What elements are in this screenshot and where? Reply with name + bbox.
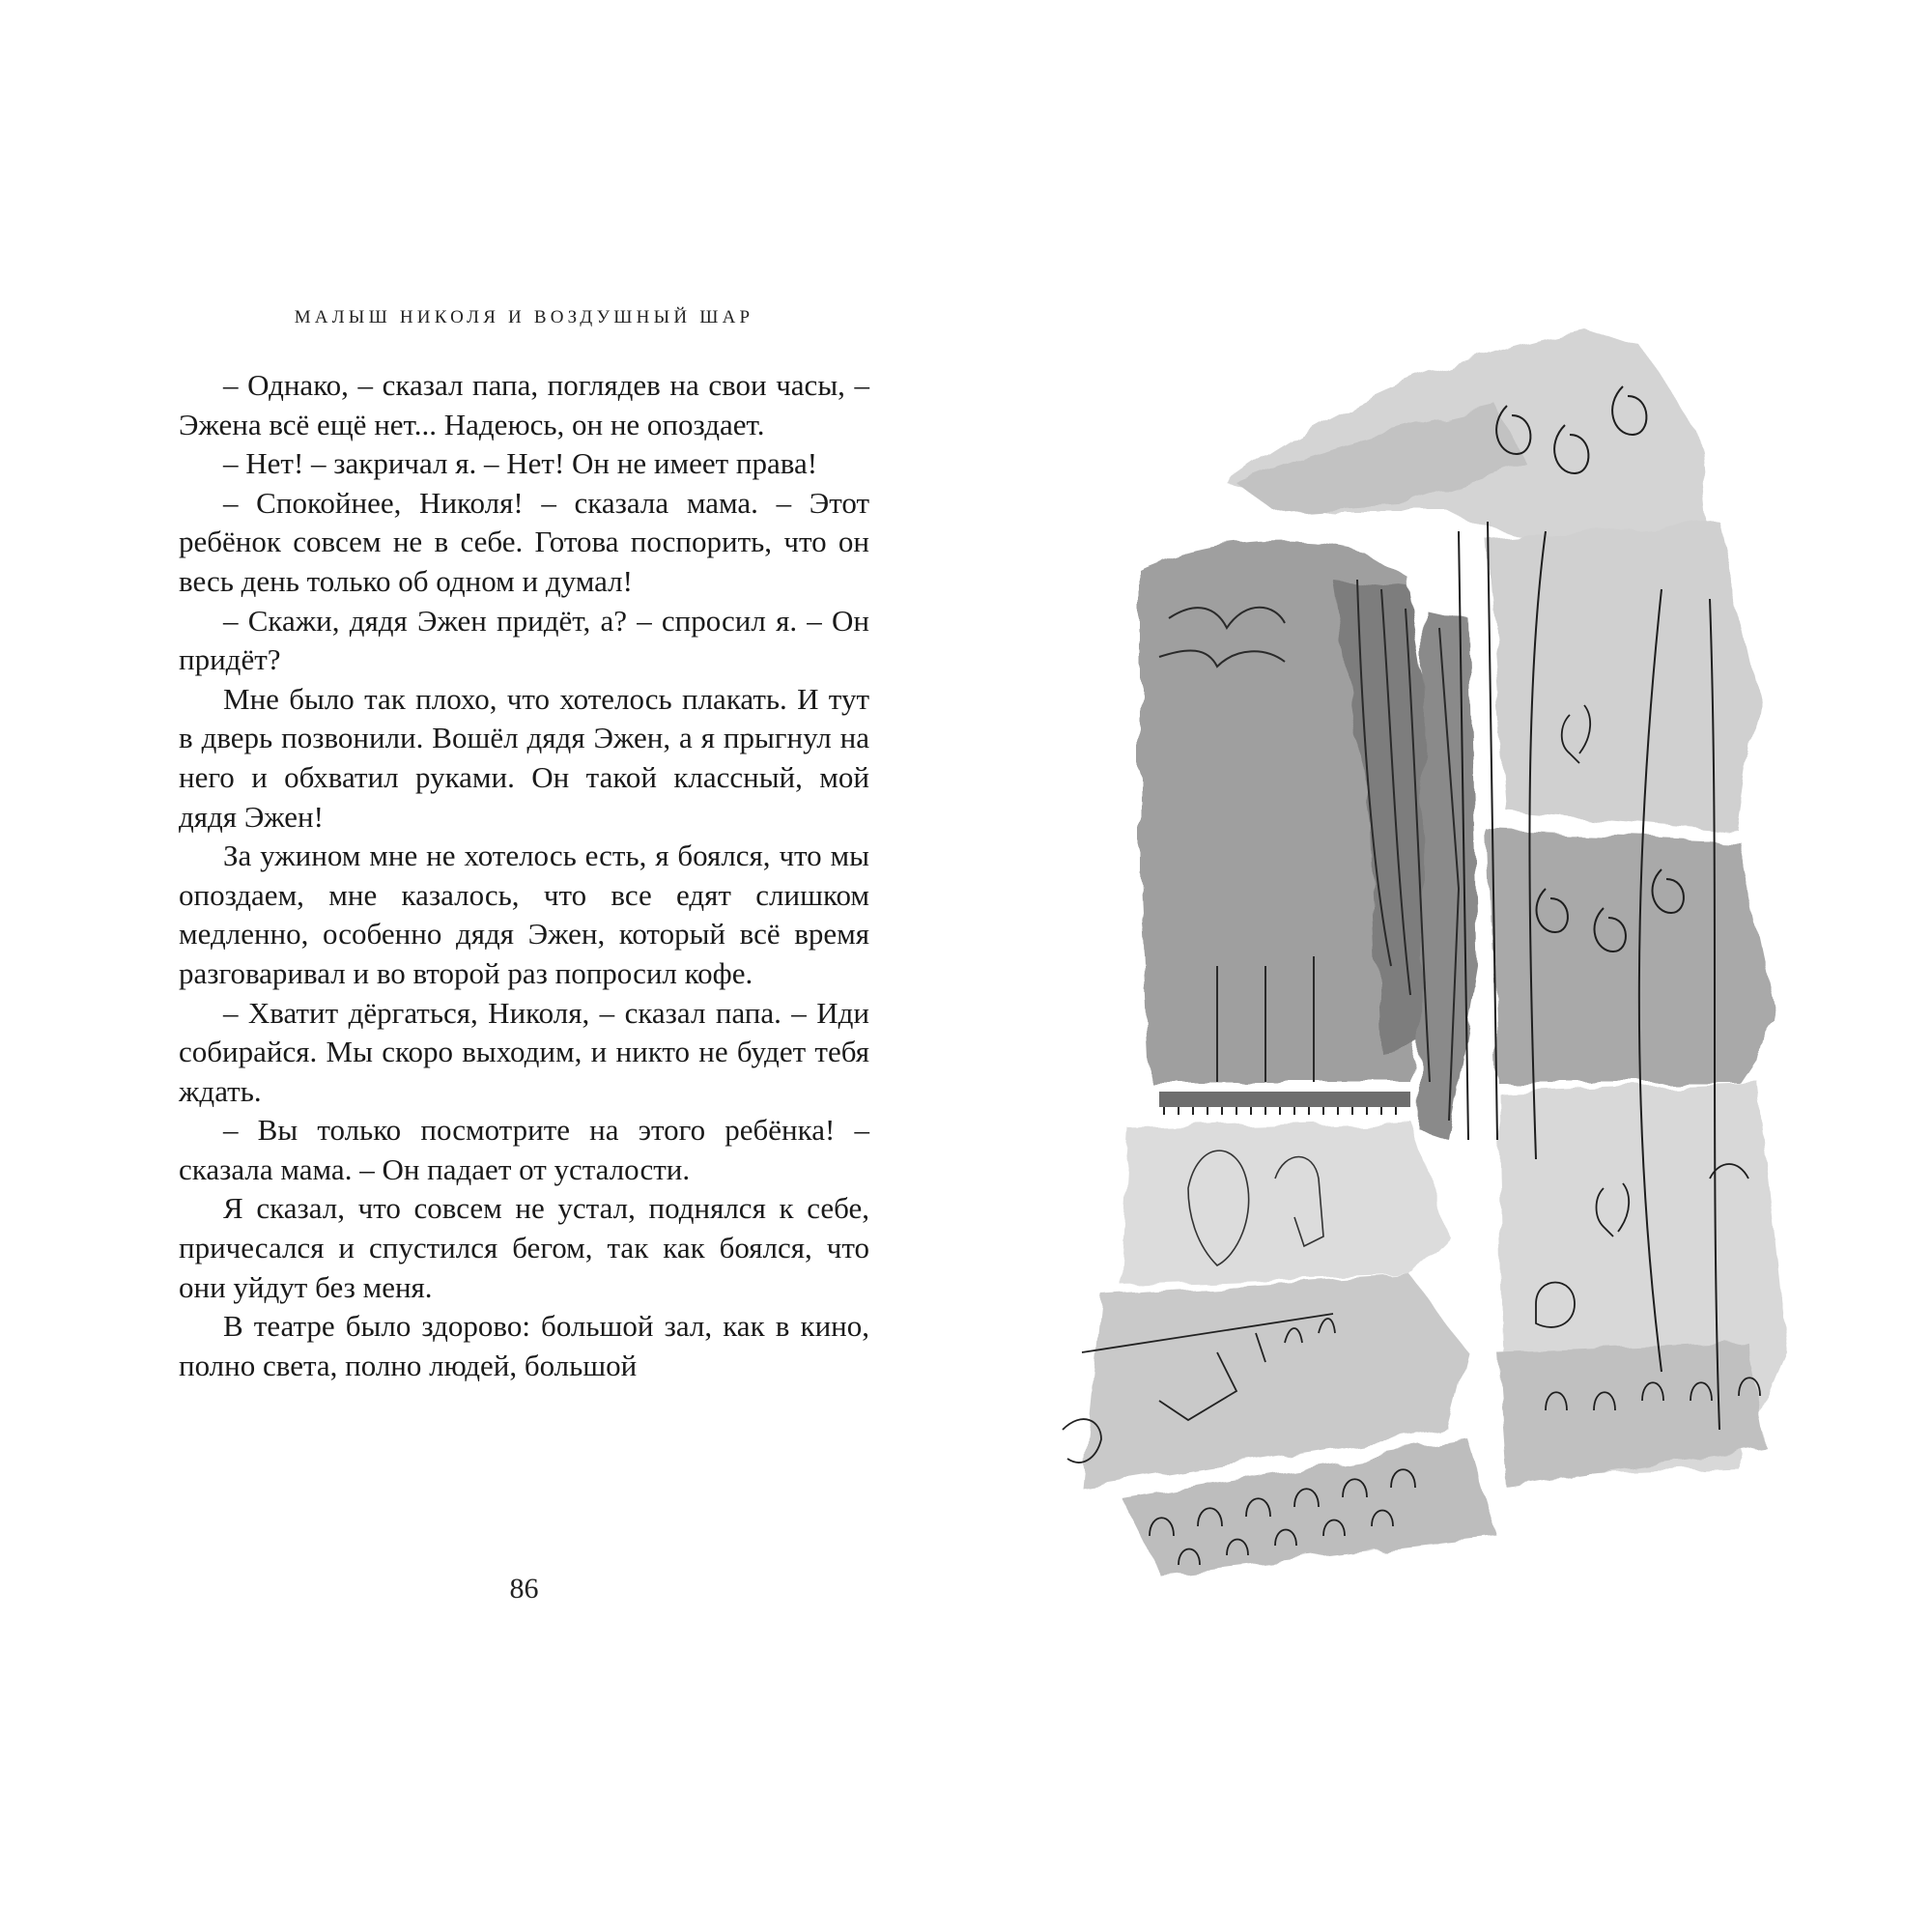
theatre-drawing-icon — [1043, 290, 1797, 1584]
stage-floor-wash — [1082, 1121, 1497, 1575]
paragraph: Мне было так плохо, что хотелось плакать. И тут в дверь позвонили. Вошёл дядя Эжен, а я прыгнул на него и обхватил руками. Он такой классный, мой дядя Эжен! — [179, 681, 869, 834]
stage-fringe — [1159, 1092, 1410, 1115]
paragraph: – Хватит дёргаться, Николя, – сказал папа. – Иди собирайся. Мы скоро выходим, и никто не будет тебя ждать. — [179, 995, 869, 1108]
paragraph: – Скажи, дядя Эжен придёт, а? – спросил я. – Он придёт? — [179, 603, 869, 677]
ceiling-wash — [1227, 328, 1710, 560]
paragraph: Я сказал, что совсем не устал, поднялся к себе, причесался и спустился бегом, так как боялся, что они уйдут без меня. — [179, 1191, 869, 1304]
theatre-illustration — [1043, 290, 1797, 1584]
paragraph: – Нет! – закричал я. – Нет! Он не имеет права! — [223, 446, 818, 481]
paragraph: – Вы только посмотрите на этого ребёнка! – сказала мама. – Он падает от усталости. — [179, 1113, 869, 1186]
running-header: МАЛЫШ НИКОЛЯ И ВОЗДУШНЫЙ ШАР — [294, 307, 754, 327]
paragraph: За ужином мне не хотелось есть, я боялся, что мы опоздаем, мне казалось, что все едят слишком медленно, особенно дядя Эжен, который всё время разговаривал и во второй раз попросил кофе. — [179, 838, 869, 990]
page-number: 86 — [509, 1573, 539, 1605]
paragraph: В театре было здорово: большой зал, как в кино, полно света, полно людей, большой — [179, 1309, 869, 1382]
paragraph: – Спокойнее, Николя! – сказала мама. – Этот ребёнок совсем не в себе. Готова поспорить, что он весь день только об одном и думал! — [179, 485, 869, 598]
paragraph: – Однако, – сказал папа, поглядев на свои часы, – Эжена всё ещё нет... Надеюсь, он не опоздает. — [179, 368, 869, 441]
body-text — [179, 366, 869, 1385]
